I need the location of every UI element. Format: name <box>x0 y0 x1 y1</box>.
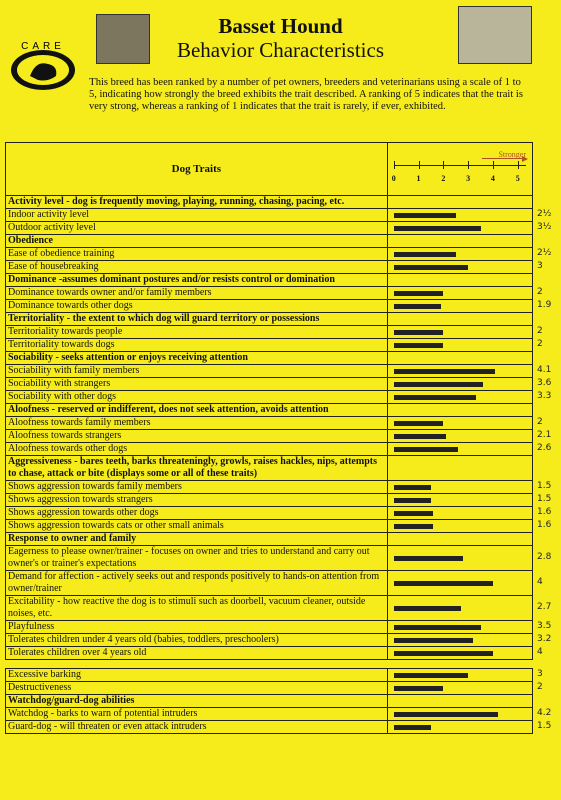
trait-row <box>6 682 533 695</box>
trait-label: Territoriality towards dogs <box>6 339 388 352</box>
handwritten-rating-note: 2 <box>537 417 543 427</box>
rating-bar <box>394 226 481 231</box>
scale-tick <box>518 161 519 169</box>
rating-bar <box>394 447 458 452</box>
handwritten-rating-note: 1.6 <box>537 520 552 530</box>
handwritten-rating-note: 4.2 <box>537 708 552 718</box>
rating-cell <box>387 430 532 443</box>
trait-label: Eagerness to please owner/trainer - focuses on owner and tries to understand and carry out owner's or trainer's expectations <box>6 546 388 571</box>
rating-bar <box>394 686 444 691</box>
scale-tick <box>493 161 494 169</box>
rating-cell <box>387 634 532 647</box>
trait-label: Tolerates children over 4 years old <box>6 647 388 660</box>
handwritten-rating-note: 2 <box>537 339 543 349</box>
rating-cell <box>387 481 532 494</box>
trait-row <box>6 708 533 721</box>
category-row <box>6 274 533 287</box>
category-label: Response to owner and family <box>6 533 388 546</box>
rating-cell <box>387 209 532 222</box>
rating-scale <box>387 143 532 196</box>
rating-cell <box>387 695 532 708</box>
trait-label: Tolerates children under 4 years old (babies, toddlers, preschoolers) <box>6 634 388 647</box>
handwritten-rating-note: 3.2 <box>537 634 552 644</box>
rating-cell <box>387 708 532 721</box>
rating-cell <box>387 443 532 456</box>
rating-bar <box>394 511 434 516</box>
trait-row <box>6 339 533 352</box>
trait-row <box>6 391 533 404</box>
svg-text:CARE: CARE <box>21 41 65 52</box>
page-title: Basset Hound <box>218 14 343 38</box>
rating-cell <box>387 248 532 261</box>
trait-label: Ease of housebreaking <box>6 261 388 274</box>
trait-label: Demand for affection - actively seeks out and responds positively to hands-on attention from owner/trainer <box>6 571 388 596</box>
handwritten-rating-note: 2.7 <box>537 602 552 612</box>
category-row <box>6 456 533 481</box>
trait-row <box>6 222 533 235</box>
intro-paragraph: This breed has been ranked by a number of pet owners, breeders and veterinarians using a scale of 1 to 5, indicating how strongly the breed exhibits the trait described. A ranking of 5 indicates that the trait is very strong, whereas a ranking of 1 indicates that the trait is rarely, if ever, exhibited. <box>89 76 523 112</box>
rating-bar <box>394 606 461 611</box>
rating-cell <box>387 391 532 404</box>
handwritten-rating-note: 2 <box>537 287 543 297</box>
rating-bar <box>394 252 456 257</box>
handwritten-rating-note: 1.5 <box>537 494 552 504</box>
rating-cell <box>387 261 532 274</box>
rating-bar <box>394 581 493 586</box>
traits-table <box>5 142 533 734</box>
rating-cell <box>387 494 532 507</box>
handwritten-rating-note: 1.5 <box>537 481 552 491</box>
rating-bar <box>394 651 493 656</box>
category-label: Territoriality - the extent to which dog will guard territory or possessions <box>6 313 388 326</box>
rating-bar <box>394 712 498 717</box>
rating-bar <box>394 625 481 630</box>
rating-cell <box>387 669 532 682</box>
rating-cell <box>387 721 532 734</box>
section-gap <box>6 660 533 669</box>
category-row <box>6 533 533 546</box>
trait-row <box>6 378 533 391</box>
rating-bar <box>394 304 441 309</box>
trait-label: Guard-dog - will threaten or even attack intruders <box>6 721 388 734</box>
rating-cell <box>387 546 532 571</box>
rating-cell <box>387 682 532 695</box>
category-label: Watchdog/guard-dog abilities <box>6 695 388 708</box>
rating-cell <box>387 417 532 430</box>
rating-cell <box>387 365 532 378</box>
trait-row <box>6 634 533 647</box>
rating-bar <box>394 498 431 503</box>
trait-row <box>6 596 533 621</box>
rating-bar <box>394 556 463 561</box>
rating-cell <box>387 235 532 248</box>
scale-tick-label: 0 <box>391 174 396 183</box>
handwritten-rating-note: 1.9 <box>537 300 552 310</box>
trait-label: Sociability with other dogs <box>6 391 388 404</box>
category-label: Aggressiveness - bares teeth, barks threateningly, growls, raises hackles, nips, attempts to chase, attack or bite (displays some or all of these traits) <box>6 456 388 481</box>
trait-label: Destructiveness <box>6 682 388 695</box>
rating-bar <box>394 673 468 678</box>
trait-label: Shows aggression towards strangers <box>6 494 388 507</box>
rating-bar <box>394 213 456 218</box>
trait-label: Ease of obedience training <box>6 248 388 261</box>
trait-label: Excessive barking <box>6 669 388 682</box>
handwritten-rating-note: 3.6 <box>537 378 552 388</box>
category-row <box>6 695 533 708</box>
scale-line <box>394 165 526 166</box>
rating-cell <box>387 571 532 596</box>
trait-row <box>6 669 533 682</box>
page-subtitle: Behavior Characteristics <box>176 38 384 62</box>
handwritten-rating-note: 3.5 <box>537 621 552 631</box>
trait-label: Dominance towards owner and/or family members <box>6 287 388 300</box>
handwritten-rating-note: 2.1 <box>537 430 552 440</box>
trait-label: Outdoor activity level <box>6 222 388 235</box>
trait-row <box>6 326 533 339</box>
rating-cell <box>387 520 532 533</box>
stronger-arrow-icon <box>522 156 528 162</box>
rating-bar <box>394 421 444 426</box>
trait-row <box>6 721 533 734</box>
trait-label: Playfulness <box>6 621 388 634</box>
trait-row <box>6 571 533 596</box>
rating-bar <box>394 265 468 270</box>
rating-bar <box>394 434 446 439</box>
trait-label: Shows aggression towards family members <box>6 481 388 494</box>
rating-bar <box>394 382 483 387</box>
trait-row <box>6 507 533 520</box>
category-label: Aloofness - reserved or indifferent, does not seek attention, avoids attention <box>6 404 388 417</box>
trait-row <box>6 209 533 222</box>
trait-label: Aloofness towards other dogs <box>6 443 388 456</box>
category-label: Dominance -assumes dominant postures and/or resists control or domination <box>6 274 388 287</box>
trait-row <box>6 261 533 274</box>
trait-label: Excitability - how reactive the dog is to stimuli such as doorbell, vacuum cleaner, outside noises, etc. <box>6 596 388 621</box>
trait-label: Indoor activity level <box>6 209 388 222</box>
trait-row <box>6 520 533 533</box>
category-row <box>6 352 533 365</box>
handwritten-rating-note: 3 <box>537 261 543 271</box>
trait-row <box>6 417 533 430</box>
rating-bar <box>394 485 431 490</box>
trait-row <box>6 248 533 261</box>
trait-label: Aloofness towards strangers <box>6 430 388 443</box>
trait-label: Shows aggression towards cats or other small animals <box>6 520 388 533</box>
handwritten-rating-note: 2 <box>537 682 543 692</box>
trait-row <box>6 481 533 494</box>
rating-cell <box>387 339 532 352</box>
scale-tick <box>394 161 395 169</box>
trait-label: Dominance towards other dogs <box>6 300 388 313</box>
rating-bar <box>394 725 431 730</box>
scale-tick-label: 2 <box>441 174 446 183</box>
category-row <box>6 404 533 417</box>
handwritten-rating-note: 4 <box>537 577 543 587</box>
rating-bar <box>394 343 444 348</box>
handwritten-rating-note: 4 <box>537 647 543 657</box>
rating-cell <box>387 287 532 300</box>
rating-cell <box>387 352 532 365</box>
scale-tick-label: 1 <box>416 174 421 183</box>
category-row <box>6 196 533 209</box>
handwritten-rating-note: 2 <box>537 326 543 336</box>
handwritten-rating-note: 2.8 <box>537 552 552 562</box>
trait-row <box>6 365 533 378</box>
scale-tick-label: 4 <box>490 174 495 183</box>
rating-cell <box>387 621 532 634</box>
category-row <box>6 235 533 248</box>
rating-bar <box>394 638 473 643</box>
trait-row <box>6 647 533 660</box>
column-header: Dog Traits <box>6 143 388 196</box>
scale-tick <box>419 161 420 169</box>
scale-tick-label: 5 <box>515 174 520 183</box>
scale-tick <box>443 161 444 169</box>
trait-label: Sociability with strangers <box>6 378 388 391</box>
rating-bar <box>394 524 434 529</box>
rating-cell <box>387 196 532 209</box>
handwritten-rating-note: 1.5 <box>537 721 552 731</box>
rating-cell <box>387 647 532 660</box>
scale-tick-label: 3 <box>466 174 471 183</box>
handwritten-rating-note: 3 <box>537 669 543 679</box>
scale-tick <box>468 161 469 169</box>
handwritten-rating-note: 3½ <box>537 222 552 232</box>
rating-bar <box>394 395 476 400</box>
category-label: Activity level - dog is frequently moving, playing, running, chasing, pacing, etc. <box>6 196 388 209</box>
rating-bar <box>394 291 444 296</box>
handwritten-rating-note: 1.6 <box>537 507 552 517</box>
handwritten-rating-note: 2½ <box>537 209 552 219</box>
rating-cell <box>387 596 532 621</box>
category-row <box>6 313 533 326</box>
rating-cell <box>387 274 532 287</box>
trait-row <box>6 546 533 571</box>
rating-cell <box>387 313 532 326</box>
rating-bar <box>394 369 496 374</box>
trait-row <box>6 300 533 313</box>
category-label: Obedience <box>6 235 388 248</box>
rating-cell <box>387 507 532 520</box>
trait-label: Sociability with family members <box>6 365 388 378</box>
handwritten-rating-note: 4.1 <box>537 365 552 375</box>
rating-bar <box>394 330 444 335</box>
trait-row <box>6 287 533 300</box>
rating-cell <box>387 378 532 391</box>
rating-cell <box>387 300 532 313</box>
handwritten-rating-note: 2.6 <box>537 443 552 453</box>
rating-cell <box>387 326 532 339</box>
rating-cell <box>387 533 532 546</box>
trait-label: Aloofness towards family members <box>6 417 388 430</box>
rating-cell <box>387 456 532 481</box>
handwritten-rating-note: 2½ <box>537 248 552 258</box>
trait-label: Watchdog - barks to warn of potential intruders <box>6 708 388 721</box>
table-header-row <box>6 143 533 196</box>
trait-row <box>6 494 533 507</box>
trait-row <box>6 443 533 456</box>
handwritten-rating-note: 3.3 <box>537 391 552 401</box>
trait-label: Shows aggression towards other dogs <box>6 507 388 520</box>
stronger-arrow-line <box>482 158 522 159</box>
trait-row <box>6 621 533 634</box>
rating-cell <box>387 404 532 417</box>
trait-label: Territoriality towards people <box>6 326 388 339</box>
category-label: Sociability - seeks attention or enjoys receiving attention <box>6 352 388 365</box>
trait-row <box>6 430 533 443</box>
stronger-label: Stronger <box>498 150 526 159</box>
rating-cell <box>387 222 532 235</box>
